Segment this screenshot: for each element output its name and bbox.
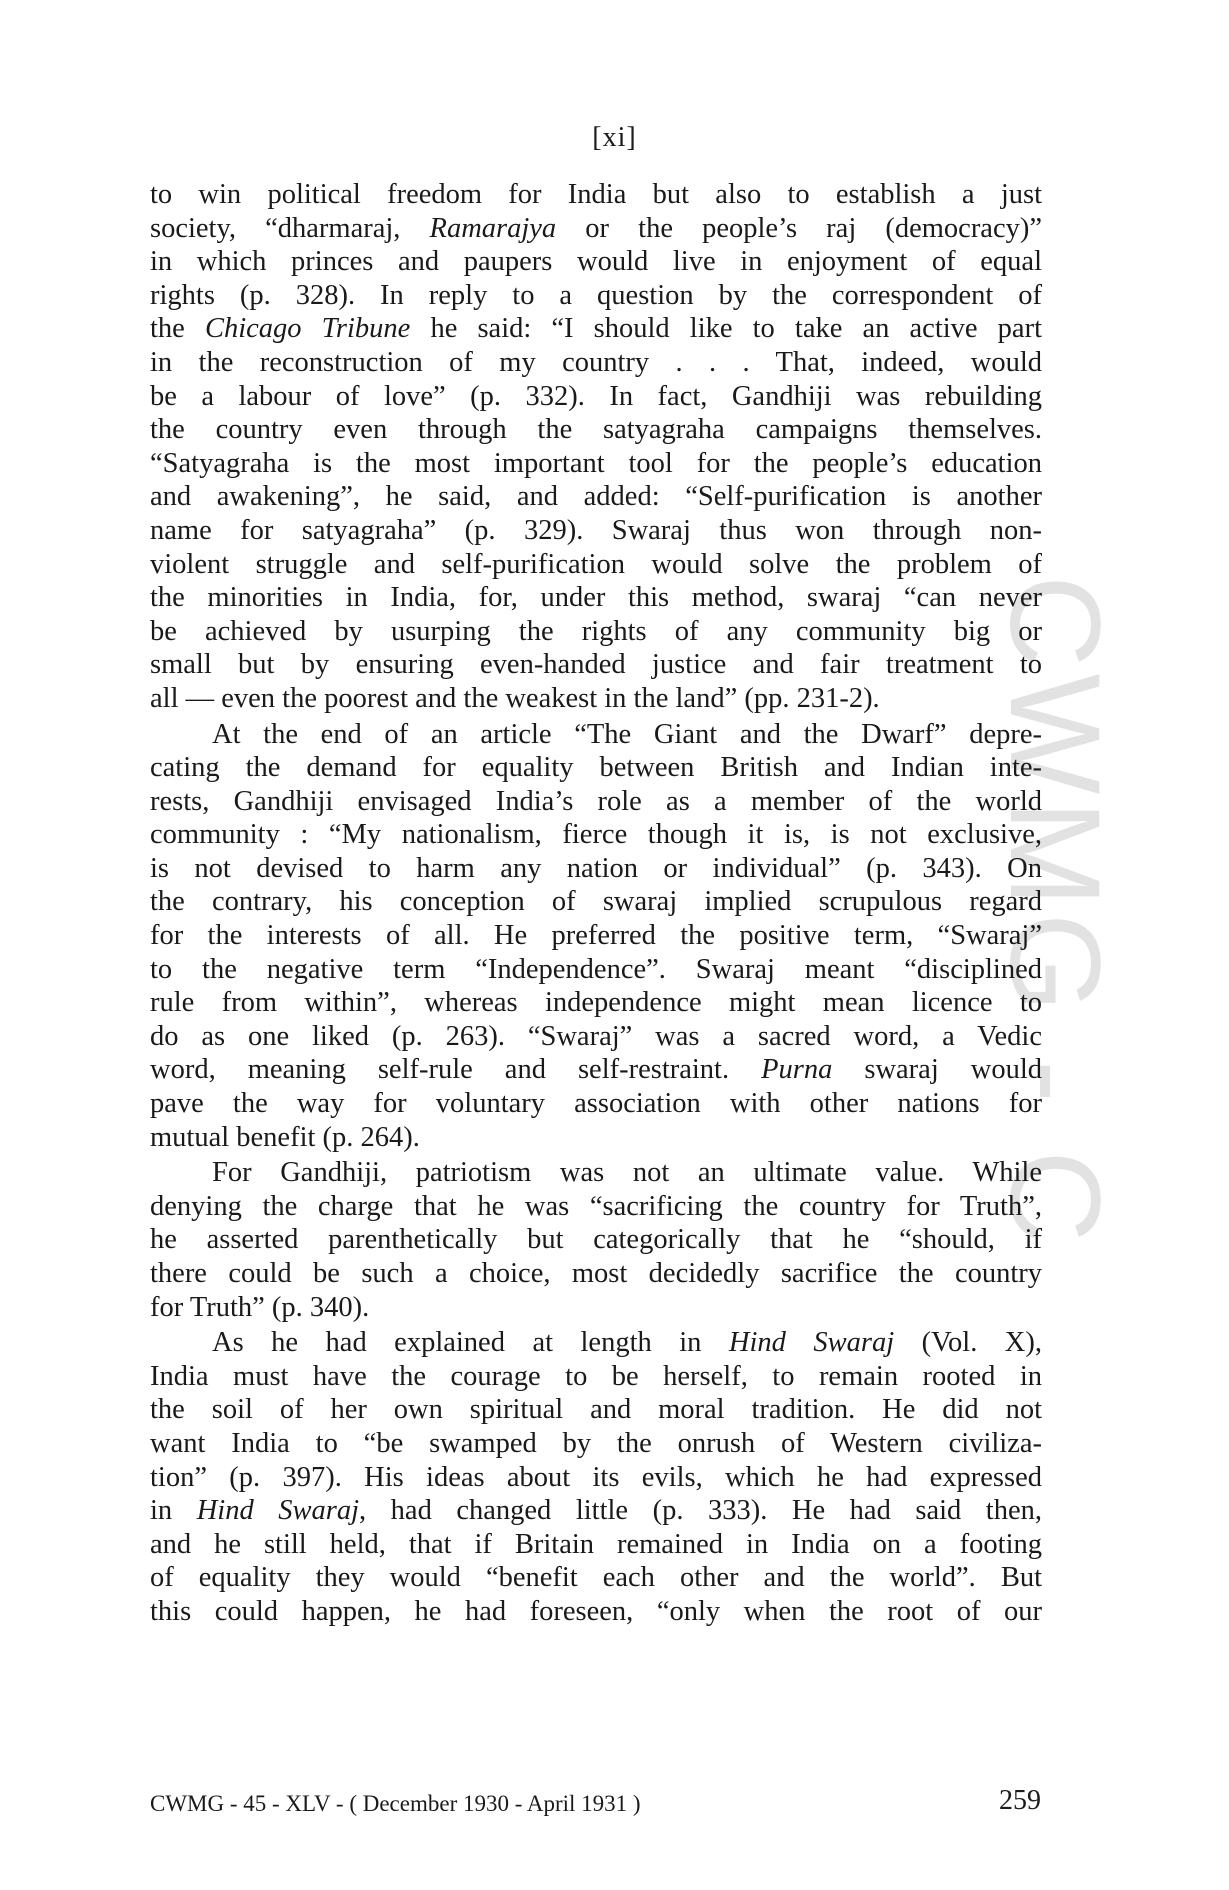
text-line: all — even the poorest and the weakest in the land” (pp. 231-2). bbox=[150, 682, 880, 714]
text-line: name for satyagraha” (p. 329). Swaraj thus won through non- bbox=[150, 514, 1042, 546]
text-line: violent struggle and self-purification would solve the problem of bbox=[150, 548, 1042, 580]
text-line: the soil of her own spiritual and moral tradition. He did not bbox=[150, 1394, 1042, 1426]
text-line: is not devised to harm any nation or individual” (p. 343). On bbox=[150, 852, 1042, 884]
text-line: rests, Gandhiji envisaged India’s role as a member of the world bbox=[150, 785, 1042, 817]
text-line: community : “My nationalism, fierce though it is, is not exclusive, bbox=[150, 819, 1042, 851]
text-line: for the interests of all. He preferred the positive term, “Swaraj” bbox=[150, 920, 1042, 952]
text-line: the country even through the satyagraha campaigns themselves. bbox=[150, 414, 1042, 446]
text-line: rule from within”, whereas independence might mean licence to bbox=[150, 987, 1042, 1019]
page-marker: [xi] bbox=[592, 122, 637, 153]
text-line: there could be such a choice, most decidedly sacrifice the country bbox=[150, 1258, 1042, 1289]
text-line: tion” (p. 397). His ideas about its evils, which he had expressed bbox=[150, 1461, 1042, 1493]
text-line: and he still held, that if Britain remained in India on a footing bbox=[150, 1528, 1042, 1560]
text-line: cating the demand for equality between British and Indian inte- bbox=[150, 752, 1042, 784]
text-line: this could happen, he had foreseen, “only when the root of our bbox=[150, 1595, 1042, 1627]
text-line: India must have the courage to be herself, to remain rooted in bbox=[150, 1360, 1042, 1392]
text-line: rights (p. 328). In reply to a question by the correspondent of bbox=[150, 279, 1042, 311]
text-line: in the reconstruction of my country . . . That, indeed, would bbox=[150, 346, 1042, 378]
text-line: he asserted parenthetically but categorically that he “should, if bbox=[150, 1224, 1042, 1256]
paragraph bbox=[150, 1156, 1042, 1324]
text-line: in which princes and paupers would live in enjoyment of equal bbox=[150, 246, 1042, 278]
text-line: the contrary, his conception of swaraj implied scrupulous regard bbox=[150, 886, 1042, 918]
text-line: and awakening”, he said, and added: “Self-purification is another bbox=[150, 481, 1042, 513]
text-line: society, “dharmaraj, Ramarajya or the people’s raj (democracy)” bbox=[150, 212, 1043, 244]
text-line: As he had explained at length in Hind Swaraj (Vol. X), bbox=[212, 1327, 1042, 1359]
paragraph bbox=[150, 178, 1042, 716]
text-line: do as one liked (p. 263). “Swaraj” was a sacred word, a Vedic bbox=[150, 1020, 1042, 1052]
text-line: For Gandhiji, patriotism was not an ultimate value. While bbox=[212, 1157, 1042, 1189]
text-line: want India to “be swamped by the onrush of Western civiliza- bbox=[150, 1427, 1042, 1459]
text-line: mutual benefit (p. 264). bbox=[150, 1121, 420, 1153]
text-line: for Truth” (p. 340). bbox=[150, 1291, 370, 1323]
text-line: the Chicago Tribune he said: “I should like to take an active part bbox=[150, 313, 1042, 345]
text-line: “Satyagraha is the most important tool for the people’s education bbox=[150, 447, 1042, 479]
text-line: small but by ensuring even-handed justice and fair treatment to bbox=[150, 649, 1042, 681]
text-line: of equality they would “benefit each other and the world”. But bbox=[150, 1562, 1042, 1594]
paragraph bbox=[150, 1326, 1042, 1628]
text-line: pave the way for voluntary association with other nations for bbox=[150, 1088, 1042, 1120]
body-text bbox=[150, 178, 1042, 1629]
text-line: be achieved by usurping the rights of any community big or bbox=[150, 615, 1042, 647]
text-line: to win political freedom for India but also to establish a just bbox=[150, 179, 1042, 210]
text-line: At the end of an article “The Giant and the Dwarf” depre- bbox=[212, 718, 1042, 750]
footer-page-number: 259 bbox=[999, 1785, 1041, 1816]
text-line: word, meaning self-rule and self-restraint. Purna swaraj would bbox=[150, 1054, 1042, 1086]
text-line: in Hind Swaraj, had changed little (p. 333). He had said then, bbox=[150, 1495, 1042, 1527]
footer-source: CWMG - 45 - XLV - ( December 1930 - April 1931 ) bbox=[150, 1791, 641, 1816]
paragraph bbox=[150, 718, 1042, 1155]
text-line: to the negative term “Independence”. Swaraj meant “disciplined bbox=[150, 953, 1042, 985]
text-line: the minorities in India, for, under this method, swaraj “can never bbox=[150, 582, 1042, 614]
text-line: be a labour of love” (p. 332). In fact, Gandhiji was rebuilding bbox=[150, 380, 1042, 412]
text-line: denying the charge that he was “sacrificing the country for Truth”, bbox=[150, 1190, 1042, 1222]
